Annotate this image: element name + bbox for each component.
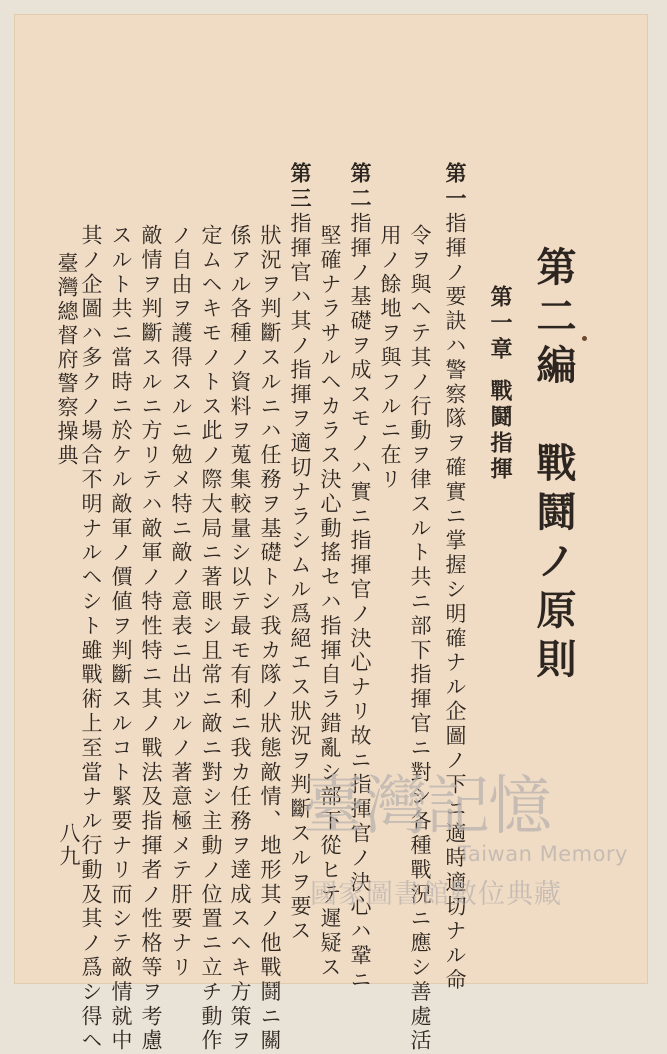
text-line: 令ヲ與ヘテ其ノ行動ヲ律スルト共ニ部下指揮官ニ對シ各種戰況ニ應シ善處活 [408,224,432,1054]
ink-dot [582,336,587,341]
paragraph-heading: 第二 [348,162,373,212]
text-line: 堅確ナラサルヘカラス決心動搖セハ指揮自ラ錯亂シ部下從ヒテ遲疑ス [318,224,342,981]
text-line: 定ムヘキモノトス此ノ際大局ニ著眼シ且常ニ敵ニ對シ主動ノ位置ニ立チ動作 [199,224,223,1054]
text-line: スルト共ニ當時ニ於ケル敵軍ノ價値ヲ判斷スルコト緊要ナリ而シテ敵情就中 [109,224,133,1054]
paragraph-heading: 第一 [443,162,468,212]
text-line: ノ自由ヲ護得スルニ勉メ特ニ敵ノ意表ニ出ツルノ著意極メテ肝要ナリ [169,224,193,981]
text-line: 係アル各種ノ資料ヲ蒐集較量シ以テ最モ有利ニ我カ任務ヲ達成スヘキ方策ヲ [228,224,252,1054]
page-number: 八九 [57,822,81,868]
book-title-footer: 臺灣總督府警察操典 [55,252,79,468]
text-line: 敵情ヲ判斷スルニ方リテハ敵軍ノ特性特ニ其ノ戰法及指揮者ノ性格等ヲ考慮 [139,224,163,1054]
watermark-logo: 臺灣記憶 [302,770,550,844]
chapter-title [489,285,511,483]
chapter-number: 第一章 [487,285,513,363]
text-line: 指揮官ハ其ノ指揮ヲ適切ナラシムル爲絕エス狀況ヲ判斷スルヲ要ス [288,212,312,944]
part-title: 第二編 戰鬪ノ原則 [530,246,577,687]
chapter-name: 戰鬪指揮 [487,379,513,483]
text-line: 狀況ヲ判斷スルニハ任務ヲ基礎トシ我カ隊ノ狀態敵情、地形其ノ他戰鬪ニ關 [258,224,282,1054]
text-line: 用ノ餘地ヲ與フルニ在リ [378,224,402,493]
paragraph-1-line-1 [444,162,466,993]
show-through-text [589,214,607,280]
paragraph-2-line-1 [349,162,371,993]
watermark-english: Taiwan Memory [458,842,628,866]
watermark-chinese: 國家圖書館數位典藏 [310,879,562,910]
text-line: 其ノ企圖ハ多クノ場合不明ナルヘシト雖戰術上至當ナル行動及其ノ爲シ得ヘ [79,224,103,1054]
text-line: 指揮ノ要訣ハ警察隊ヲ確實ニ掌握シ明確ナル企圖ノ下ニ適時適切ナル命 [443,212,467,993]
paragraph-heading: 第三 [288,162,313,212]
text-line: 指揮ノ基礎ヲ成スモノハ實ニ指揮官ノ決心ナリ故ニ指揮官ノ決心ハ鞏ニ [348,212,372,993]
